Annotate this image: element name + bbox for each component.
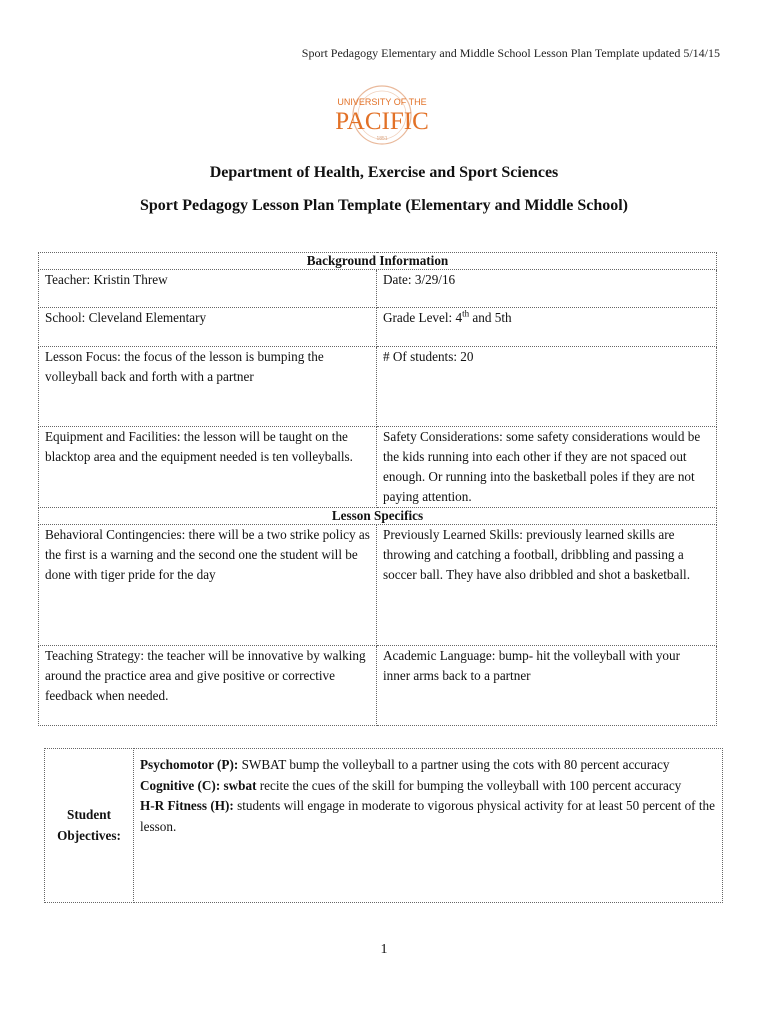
table-row bbox=[45, 749, 723, 903]
table-row bbox=[39, 308, 717, 347]
page-number: 1 bbox=[380, 942, 388, 957]
school-cell: School: Cleveland Elementary bbox=[39, 308, 377, 347]
equipment-cell: Equipment and Facilities: the lesson will be taught on the blacktop area and the equipment needed is ten volleyballs. bbox=[39, 427, 377, 508]
specifics-heading: Lesson Specifics bbox=[39, 508, 717, 525]
table-row bbox=[39, 427, 717, 508]
background-table bbox=[38, 252, 717, 726]
grade-prefix: Grade Level: 4 bbox=[383, 310, 463, 325]
department-title: Department of Health, Exercise and Sport Sciences bbox=[209, 164, 559, 181]
objectives-label-line1: Student bbox=[67, 807, 111, 822]
university-logo bbox=[330, 84, 435, 146]
safety-cell: Safety Considerations: some safety considerations would be the kids running into each other if they are not spaced out enough. Or running into the basketball poles if they are not paying attention. bbox=[377, 427, 717, 508]
students-cell: # Of students: 20 bbox=[377, 347, 717, 427]
table-row bbox=[39, 347, 717, 427]
date-cell: Date: 3/29/16 bbox=[377, 270, 717, 308]
psychomotor-objective bbox=[140, 755, 716, 776]
lesson-focus-cell: Lesson Focus: the focus of the lesson is bumping the volleyball back and forth with a partner bbox=[39, 347, 377, 427]
template-title: Sport Pedagogy Lesson Plan Template (Elementary and Middle School) bbox=[139, 197, 629, 214]
fitness-text: students will engage in moderate to vigorous physical activity for at least 50 percent of the lesson. bbox=[140, 798, 715, 834]
grade-sup: th bbox=[462, 308, 470, 319]
fitness-label: H-R Fitness (H): bbox=[140, 798, 234, 813]
running-header: Sport Pedagogy Elementary and Middle School Lesson Plan Template updated 5/14/15 bbox=[301, 46, 720, 60]
logo-top-text: UNIVERSITY OF THE bbox=[337, 97, 427, 107]
objectives-label bbox=[45, 749, 134, 903]
table-row bbox=[39, 525, 717, 646]
cognitive-label: Cognitive (C): swbat bbox=[140, 777, 257, 793]
behavioral-cell: Behavioral Contingencies: there will be a two strike policy as the first is a warning and the second one the student will be done with tiger pride for the day bbox=[39, 525, 377, 646]
logo-main-text: PACIFIC bbox=[335, 108, 429, 135]
academic-language-cell: Academic Language: bump- hit the volleyball with your inner arms back to a partner bbox=[377, 646, 717, 726]
teacher-cell: Teacher: Kristin Threw bbox=[39, 270, 377, 308]
logo-year: 1851 bbox=[376, 136, 388, 142]
teaching-strategy-cell: Teaching Strategy: the teacher will be innovative by walking around the practice area and give positive or corrective feedback when needed. bbox=[39, 646, 377, 726]
table-row bbox=[39, 646, 717, 726]
table-row bbox=[39, 253, 717, 270]
grade-cell bbox=[377, 308, 717, 347]
fitness-objective bbox=[140, 796, 716, 837]
psychomotor-text: SWBAT bump the volleyball to a partner using the cots with 80 percent accuracy bbox=[238, 757, 670, 772]
table-row bbox=[39, 270, 717, 308]
table-row bbox=[39, 508, 717, 525]
cognitive-text: recite the cues of the skill for bumping the volleyball with 100 percent accuracy bbox=[256, 777, 682, 793]
previous-skills-cell: Previously Learned Skills: previously learned skills are throwing and catching a football, dribbling and passing a soccer ball. They have also dribbled and shot a basketball. bbox=[377, 525, 717, 646]
psychomotor-label: Psychomotor (P): bbox=[140, 757, 239, 772]
cognitive-objective bbox=[140, 776, 716, 797]
background-heading: Background Information bbox=[39, 253, 717, 270]
objectives-label-line2: Objectives: bbox=[57, 827, 121, 843]
grade-suffix: and 5th bbox=[469, 310, 512, 325]
objectives-body bbox=[134, 749, 723, 903]
objectives-table bbox=[44, 748, 723, 903]
university-seal-icon bbox=[330, 84, 435, 146]
